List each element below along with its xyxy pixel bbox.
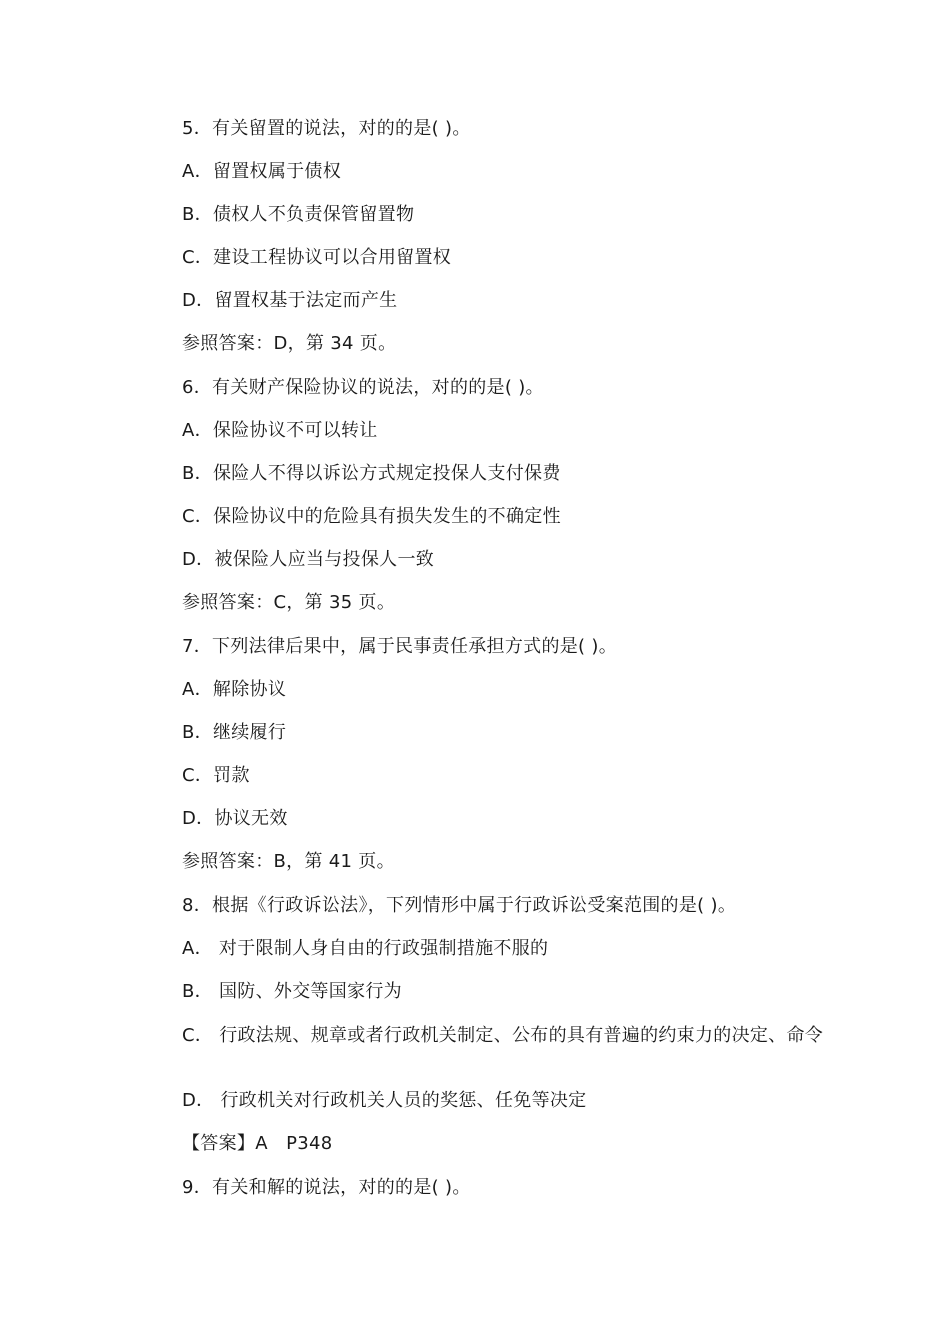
question-7-option-d: D．协议无效	[182, 808, 288, 829]
question-6-option-c: C．保险协议中的危险具有损失发生的不确定性	[182, 506, 561, 527]
question-8-option-d: D． 行政机关对行政机关人员的奖惩、任免等决定	[182, 1090, 587, 1111]
question-7-answer: 参照答案：B，第 41 页。	[182, 851, 395, 872]
question-5-option-d: D．留置权基于法定而产生	[182, 290, 398, 311]
question-6-option-b: B．保险人不得以诉讼方式规定投保人支付保费	[182, 463, 561, 484]
question-5-answer: 参照答案：D，第 34 页。	[182, 333, 397, 354]
question-5-option-a: A．留置权属于债权	[182, 161, 342, 182]
question-8-option-a: A． 对于限制人身自由的行政强制措施不服的	[182, 938, 549, 959]
question-7-option-b: B．继续履行	[182, 722, 287, 743]
question-5-option-c: C．建设工程协议可以合用留置权	[182, 247, 452, 268]
question-6-answer: 参照答案：C，第 35 页。	[182, 592, 396, 613]
question-6-stem: 6．有关财产保险协议的说法，对的的是( )。	[182, 377, 544, 398]
question-9-stem: 9．有关和解的说法，对的的是( )。	[182, 1177, 471, 1198]
question-5-option-b: B．债权人不负责保管留置物	[182, 204, 415, 225]
question-7-option-c: C．罚款	[182, 765, 250, 786]
question-8-stem: 8．根据《行政诉讼法》，下列情形中属于行政诉讼受案范围的是( )。	[182, 895, 737, 916]
question-6-option-a: A．保险协议不可以转让	[182, 420, 378, 441]
question-6-option-d: D．被保险人应当与投保人一致	[182, 549, 435, 570]
question-5-stem: 5．有关留置的说法，对的的是( )。	[182, 118, 471, 139]
question-8-option-b: B． 国防、外交等国家行为	[182, 981, 402, 1002]
question-8-option-c: C． 行政法规、规章或者行政机关制定、公布的具有普遍的约束力的决定、命令	[182, 1025, 824, 1046]
question-7-stem: 7．下列法律后果中，属于民事责任承担方式的是( )。	[182, 636, 618, 657]
question-8-answer: 【答案】A P348	[182, 1133, 333, 1154]
question-7-option-a: A．解除协议	[182, 679, 287, 700]
